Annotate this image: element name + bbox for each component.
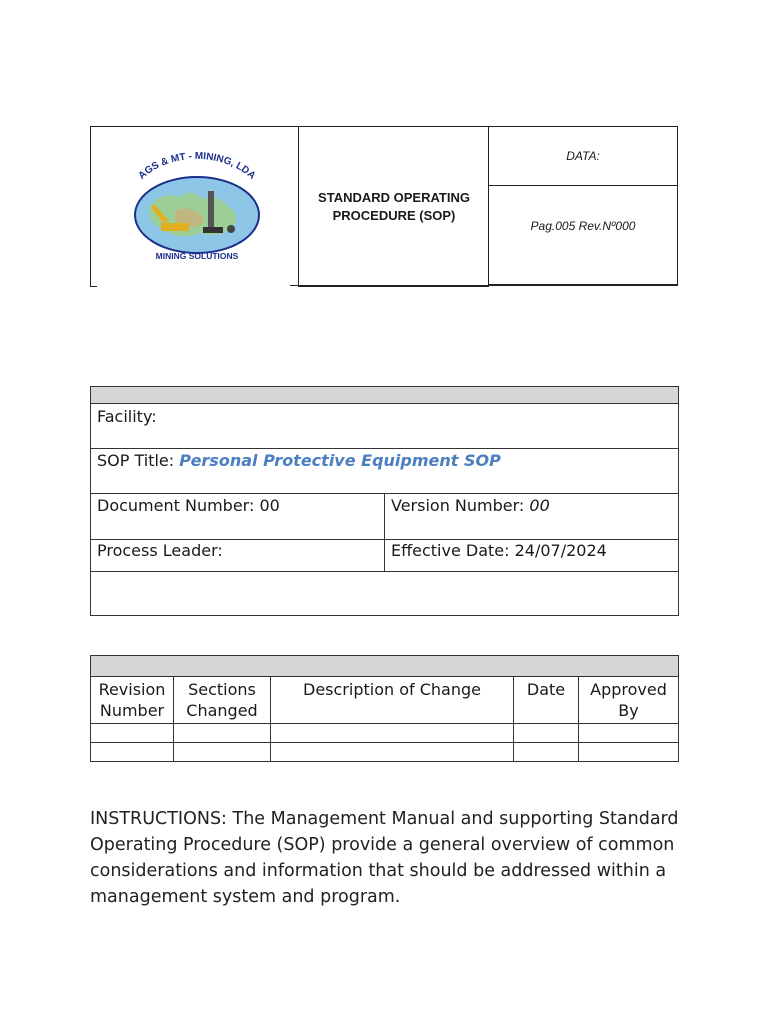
col-sections-changed: Sections Changed [174,677,271,724]
page-revision: Pag.005 Rev.Nº000 [530,219,636,233]
version-value: 00 [529,496,550,515]
facility-cell [91,404,679,449]
logo-arc-text: AGS & MT - MINING, LDA [136,150,258,182]
date-label: DATA: [489,127,677,186]
effective-date-cell [385,540,679,572]
company-logo-cell [90,126,299,287]
version-label: Version Number: [391,496,525,515]
sop-title-value: Personal Protective Equipment SOP [179,451,501,470]
col-revision-number: Revision Number [91,677,174,724]
facility-label: Facility: [97,407,157,426]
document-number-cell [91,494,385,540]
sop-title-cell [91,449,679,494]
document-title [298,126,489,287]
process-leader-label: Process Leader: [97,541,223,560]
logo-caption: MINING SOLUTIONS [155,251,239,261]
document-header [90,126,678,286]
blank-row [91,572,679,616]
instructions-paragraph: INSTRUCTIONS: The Management Manual and supporting Standard Operating Procedure (SOP) provide a general overview of common considerations and information that should be addressed within a management system and program. [90,809,679,907]
process-leader-cell [91,540,385,572]
revision-history-table [90,655,679,762]
table-row [91,724,679,743]
col-date: Date [514,677,579,724]
company-logo [91,127,299,287]
sop-info-table [90,386,679,616]
title-line-1: STANDARD OPERATING [318,189,470,205]
col-description: Description of Change [271,677,514,724]
title-line-2: PROCEDURE (SOP) [332,207,456,223]
effective-date: Effective Date: 24/07/2024 [391,541,607,560]
header-meta [488,126,678,285]
col-approved-by: Approved By [579,677,679,724]
version-number-cell [385,494,679,540]
sop-title-label: SOP Title: [97,451,175,470]
document-number: Document Number: 00 [97,496,280,515]
table-row [91,743,679,762]
